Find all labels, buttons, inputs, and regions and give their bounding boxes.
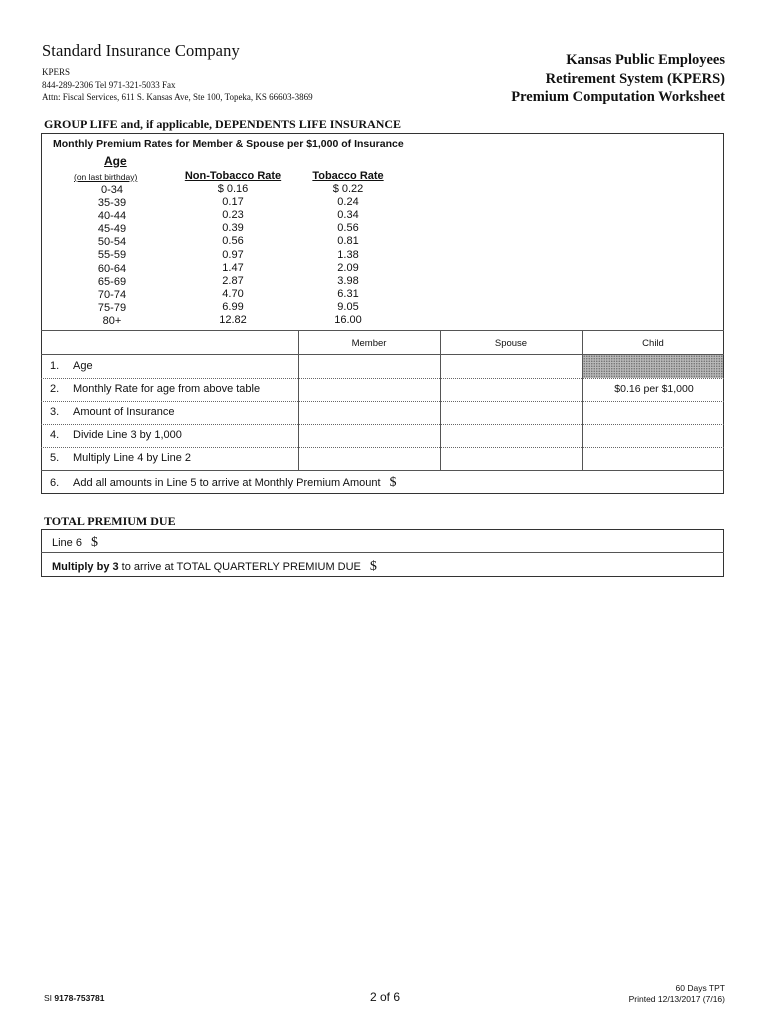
quarterly-premium-label (52, 559, 377, 575)
tobacco-rate: 6.31 (337, 287, 359, 300)
tobacco-rate: 0.81 (337, 235, 359, 248)
group-life-section-title: GROUP LIFE and, if applicable, DEPENDENTS LIFE INSURANCE (44, 117, 402, 131)
line-text: Divide Line 3 by 1,000 (73, 429, 182, 441)
non-tobacco-header: Non-Tobacco Rate (184, 170, 282, 182)
non-tobacco-rate: $ 0.16 (217, 183, 249, 196)
line-number: 1. (50, 360, 60, 372)
line-2-label (50, 383, 260, 395)
contact-block (42, 66, 313, 104)
rate-age: 65-69 (97, 275, 127, 288)
line-number: 6. (50, 477, 60, 489)
form-prefix: SI (44, 993, 55, 1003)
currency-sign: $ (90, 535, 98, 550)
rate-age: 75-79 (97, 301, 127, 314)
line-5-spouse-input[interactable] (442, 449, 580, 469)
non-tobacco-rate: 0.17 (222, 196, 244, 209)
total-line6-label (52, 535, 98, 551)
line-5-label (50, 452, 191, 464)
contact-line: KPERS (42, 67, 71, 77)
rate-age: 60-64 (97, 262, 127, 275)
row-divider (41, 401, 724, 402)
currency-sign: $ (389, 475, 397, 490)
rate-age: 80+ (102, 314, 122, 327)
multiply-text: to arrive at TOTAL QUARTERLY PREMIUM DUE (118, 561, 361, 573)
line-4-member-input[interactable] (300, 426, 438, 446)
age-column (84, 184, 140, 328)
non-tobacco-rate: 2.87 (222, 274, 244, 287)
line-1-member-input[interactable] (300, 356, 438, 377)
rate-age: 70-74 (97, 288, 127, 301)
print-info-line: 60 Days TPT (675, 983, 725, 993)
total-divider (41, 552, 724, 553)
tobacco-rate: 0.24 (337, 196, 359, 209)
column-divider (582, 330, 583, 470)
column-divider (298, 330, 299, 470)
age-subheader: (on last birthday) (74, 172, 138, 182)
tobacco-rate: 0.56 (337, 222, 359, 235)
rate-age: 45-49 (97, 223, 127, 236)
non-tobacco-rate: 6.99 (222, 300, 244, 313)
tobacco-rate: 16.00 (334, 314, 362, 327)
line-2-member-input[interactable] (300, 380, 438, 400)
line-1-spouse-input[interactable] (442, 356, 580, 377)
line-5-child-input[interactable] (584, 449, 722, 469)
line-number: 4. (50, 429, 60, 441)
line-text: Age (73, 360, 93, 372)
line-3-child-input[interactable] (584, 403, 722, 423)
line-number: 5. (50, 452, 60, 464)
row-divider (41, 424, 724, 425)
contact-line: 844-289-2306 Tel 971-321-5033 Fax (42, 79, 176, 90)
rates-heading: Monthly Premium Rates for Member & Spouse per $1,000 of Insurance (53, 138, 404, 150)
line6-total-input[interactable] (110, 532, 710, 551)
line-text: Multiply Line 4 by Line 2 (73, 452, 192, 464)
title-line: Kansas Public Employees (566, 52, 725, 68)
form-number (44, 993, 105, 1003)
non-tobacco-rate: 1.47 (222, 261, 244, 274)
row-divider (41, 470, 724, 471)
line-text: Amount of Insurance (73, 406, 175, 418)
non-tobacco-rate: 12.82 (219, 314, 247, 327)
non-tobacco-rate: 4.70 (222, 287, 244, 300)
column-divider (440, 330, 441, 470)
currency-sign: $ (369, 559, 377, 574)
tobacco-header: Tobacco Rate (312, 170, 384, 182)
line-3-member-input[interactable] (300, 403, 438, 423)
rate-age: 55-59 (97, 249, 127, 262)
non-tobacco-rate: 0.23 (222, 209, 244, 222)
age-header: Age (104, 154, 127, 168)
print-info-line: Printed 12/13/2017 (7/16) (628, 994, 725, 1004)
line-text: Add all amounts in Line 5 to arrive at Monthly Premium Amount (73, 477, 381, 489)
tobacco-rate: 9.05 (337, 300, 359, 313)
line-1-label (50, 360, 93, 372)
rate-age: 0-34 (100, 184, 124, 196)
line-3-spouse-input[interactable] (442, 403, 580, 423)
quarterly-premium-input[interactable] (395, 556, 710, 575)
line6-text: Line 6 (52, 537, 82, 549)
company-name: Standard Insurance Company (42, 41, 240, 60)
child-rate-value: $0.16 per $1,000 (614, 383, 694, 395)
non-tobacco-rate: 0.97 (222, 248, 244, 261)
line-4-child-input[interactable] (584, 426, 722, 446)
page-number: 2 of 6 (369, 990, 401, 1004)
multiply-bold: Multiply by 3 (52, 561, 119, 573)
line-2-spouse-input[interactable] (442, 380, 580, 400)
row-divider (41, 447, 724, 448)
tobacco-rate: 3.98 (337, 274, 359, 287)
title-line: Retirement System (KPERS) (545, 70, 725, 87)
row-divider (41, 378, 724, 379)
rate-age: 50-54 (97, 236, 127, 249)
non-tobacco-rate: 0.56 (222, 235, 244, 248)
tobacco-rate: $ 0.22 (332, 183, 364, 196)
tobacco-rate: 2.09 (337, 261, 359, 274)
line-5-member-input[interactable] (300, 449, 438, 469)
tobacco-rate: 0.34 (337, 209, 359, 222)
child-column-header: Child (642, 338, 664, 349)
non-tobacco-column (178, 170, 288, 327)
line-6-label (50, 475, 397, 491)
child-age-shaded-cell (583, 355, 723, 378)
contact-line: Attn: Fiscal Services, 611 S. Kansas Ave, Ste 100, Topeka, KS 66603-3869 (42, 92, 313, 102)
line-number: 3. (50, 406, 60, 418)
tobacco-column (300, 170, 396, 327)
member-column-header: Member (351, 338, 387, 349)
monthly-premium-input[interactable] (415, 472, 715, 492)
tobacco-rate: 1.38 (337, 248, 359, 261)
spouse-column-header: Spouse (494, 338, 528, 349)
line-4-label (50, 429, 182, 441)
document-title (511, 51, 725, 107)
worksheet-top-rule (41, 330, 724, 331)
line-number: 2. (50, 383, 60, 395)
line-4-spouse-input[interactable] (442, 426, 580, 446)
line-3-label (50, 406, 175, 418)
line-text: Monthly Rate for age from above table (73, 383, 261, 395)
non-tobacco-rate: 0.39 (222, 222, 244, 235)
rate-age: 35-39 (97, 197, 127, 210)
title-line: Premium Computation Worksheet (511, 89, 725, 105)
print-info (629, 983, 725, 1005)
total-section-title: TOTAL PREMIUM DUE (44, 514, 176, 528)
form-number-value: 9178-753781 (54, 993, 105, 1003)
rate-age: 40-44 (97, 210, 127, 223)
